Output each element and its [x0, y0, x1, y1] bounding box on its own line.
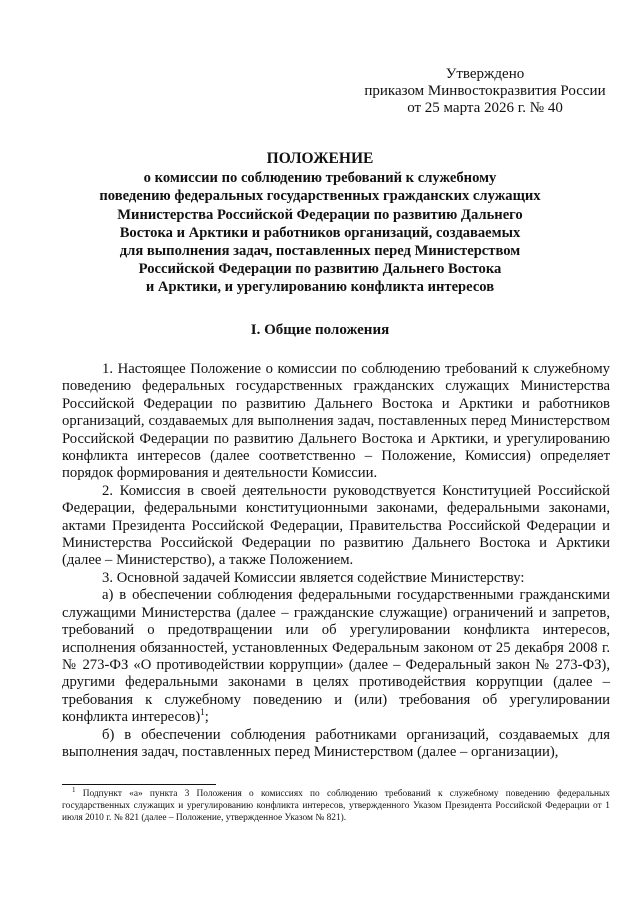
paragraph-3: 3. Основной задачей Комиссии является содействие Министерству:	[102, 569, 525, 586]
footnote	[62, 785, 610, 824]
approval-line-3: от 25 марта 2026 г. № 40	[407, 100, 563, 116]
section-heading: I. Общие положения	[250, 322, 390, 338]
approval-line-2: приказом Минвостокразвития России	[364, 83, 606, 99]
title-line: о комиссии по соблюдению требований к служебному	[143, 170, 497, 187]
subparagraph-a-text: а) в обеспечении соблюдения федеральными государственными гражданскими служащими Министерства (далее – гражданские служащие) ограничений и запретов, требований о предотвращении или об урегулировании конфликта интересов, исполнения обязанностей, установленных Федеральным законом от 25 декабря 2008 г. № 273-ФЗ «О противодействии коррупции» (далее – Федеральный закон № 273-ФЗ), другими федеральными законами в целях противодействия коррупции (далее – требования к служебному поведению и (или) требования об урегулировании конфликта интересов)	[62, 587, 610, 726]
footnote-mark: 1	[72, 785, 76, 794]
title-line: для выполнения задач, поставленных перед Министерством	[119, 243, 521, 260]
approval-block	[360, 66, 610, 117]
footnote-reference[interactable]: 1	[200, 707, 205, 718]
title-line: Министерства Российской Федерации по развитию Дальнего	[117, 206, 523, 223]
subparagraph-a-tail: ;	[204, 709, 209, 726]
section-body	[62, 361, 610, 761]
footnote-separator	[62, 784, 216, 785]
title-line: Востока и Арктики и работников организаций, создаваемых	[119, 224, 521, 241]
document-type: ПОЛОЖЕНИЕ	[266, 150, 374, 167]
footnote-text: Подпункт «а» пункта 3 Положения о комиссиях по соблюдению требований к служебному поведению федеральных государственных служащих и урегулированию конфликта интересов, утвержденного Указом Президента Российской Федерации от 1 июля 2010 г. № 821 (далее – Положение, утвержденное Указом № 821).	[62, 789, 610, 823]
paragraph-1: 1. Настоящее Положение о комиссии по соблюдению требований к служебному поведению федеральных государственных гражданских служащих Министерства Российской Федерации по развитию Дальнего Востока и Арктики и работников организаций, создаваемых для выполнения задач, поставленных перед Министерством Российской Федерации по развитию Дальнего Востока и Арктики, и урегулированию конфликта интересов (далее соответственно – Положение, Комиссия) определяет порядок формирования и деятельности Комиссии.	[62, 361, 610, 482]
approval-line-1: Утверждено	[445, 66, 525, 82]
paragraph-2: 2. Комиссия в своей деятельности руководствуется Конституцией Российской Федерации, федеральными конституционными законами, федеральными законами, актами Президента Российской Федерации, Правительства Российской Федерации и Министерства Российской Федерации по развитию Дальнего Востока и Арктики (далее – Министерство), а также Положением.	[62, 482, 610, 569]
title-line: поведению федеральных государственных гражданских служащих	[99, 188, 541, 205]
subparagraph-a	[62, 587, 610, 726]
title-line: Российской Федерации по развитию Дальнего Востока	[138, 261, 502, 278]
subparagraph-b: б) в обеспечении соблюдения работниками организаций, создаваемых для выполнения задач, поставленных перед Министерством (далее – организации),	[62, 726, 610, 760]
document-title	[60, 150, 580, 297]
title-line: и Арктики, и урегулированию конфликта интересов	[145, 279, 495, 296]
